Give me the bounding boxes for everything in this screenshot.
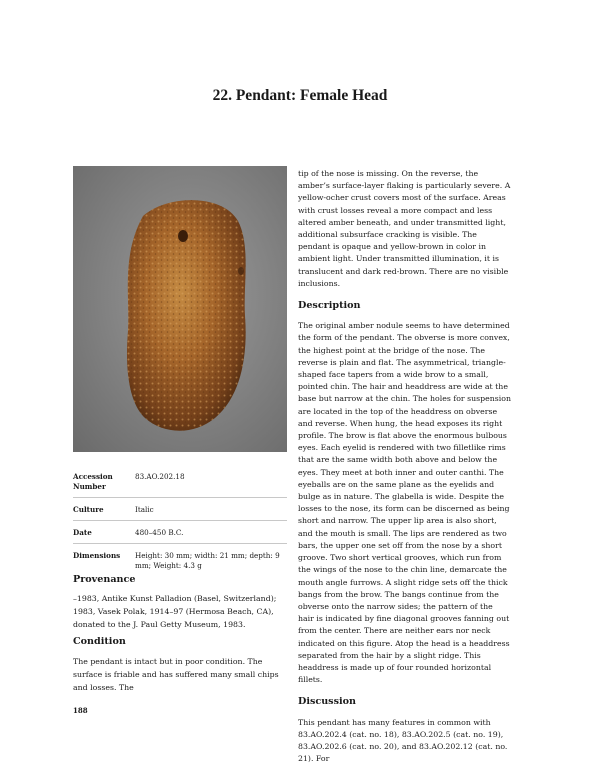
provenance-text: –1983, Antike Kunst Palladion (Basel, Switzerland); 1983, Vasek Polak, 1914–97 (Hermosa Beach, CA), donated to the J. Paul Getty Museum, 1983. [73,594,277,629]
page-number: 188 [73,706,88,715]
condition-continued: tip of the nose is missing. On the reverse, the amber’s surface-layer flaking is particularly severe. A yellow-ocher crust covers most of the surface. Areas with crust losses reveal a more compact and less altered amber beneath, and under transmitted light, additional subsurface cracking is visible. The pendant is opaque and yellow-brown in color in ambient light. Under transmitted illumination, it is translucent and dark red-brown. There are no visible inclusions. [298,169,511,288]
pendant-photo [73,166,287,452]
description-text: The original amber nodule seems to have determined the form of the pendant. The obverse is more convex, the highest point at the bridge of the nose. The reverse is plain and flat. The asymmetrical, triangle-shaped face tapers from a wide brow to a small, pointed chin. The hair and headdress are wide at the base but narrow at the chin. The holes for suspension are located in the top of the headdress on obverse and reverse. When hung, the head exposes its right profile. The brow is flat above the enormous bulbous eyes. Each eyelid is rendered with two filletlike rims that are the same width both above and below the eyes. They meet at both inner and outer canthi. The eyeballs are on the same plane as the eyelids and bulge as in nature. The glabella is wide. Despite the losses to the nose, its form can be discerned as being short and narrow. The upper lip area is also short, and the mouth is small. The lips are rendered as two bars, the upper one set off from the nose by a short groove. Two short vertical grooves, which run from the wings of the nose to the chin line, demarcate the mouth angle furrows. A slight ridge sets off the thick bangs from the brow. The bangs continue from the obverse onto the narrow sides; the pattern of the hair is indicated by fine diagonal grooves fanning out from the center. There are neither ears nor neck indicated on this figure. Atop the head is a headdress separated from the hair by a slight ridge. This headdress is made up of four rounded horizontal fillets. [298,321,511,685]
metadata-table [73,470,287,581]
metadata-label: Dimensions [73,551,121,560]
discussion-text: This pendant has many features in common with 83.AO.202.4 (cat. no. 18), 83.AO.202.5 (cat. no. 19), 83.AO.202.6 (cat. no. 20), and 83.AO.202.12 (cat. no. 21). For [298,717,508,764]
metadata-label: Culture [73,505,104,514]
amber-pendant-image [73,166,287,452]
metadata-label: Date [73,528,92,537]
metadata-row-dimensions [73,549,287,576]
metadata-row-accession [73,470,287,498]
page-title: 22. Pendant: Female Head [212,87,388,104]
metadata-label: Accession Number [73,472,113,491]
metadata-row-date [73,526,287,544]
provenance-heading: Provenance [73,574,136,585]
description-heading: Description [298,300,361,312]
metadata-value: Italic [135,505,154,514]
condition-text: The pendant is intact but in poor condition. The surface is friable and has suffered many small chips and losses. The [73,657,279,692]
discussion-heading: Discussion [298,696,357,708]
metadata-value: Height: 30 mm; width: 21 mm; depth: 9 mm; Weight: 4.3 g [135,551,280,570]
metadata-row-culture [73,503,287,521]
metadata-value: 480–450 B.C. [135,528,184,537]
right-column [298,168,511,765]
metadata-value: 83.AO.202.18 [135,472,185,481]
condition-heading: Condition [73,636,126,647]
